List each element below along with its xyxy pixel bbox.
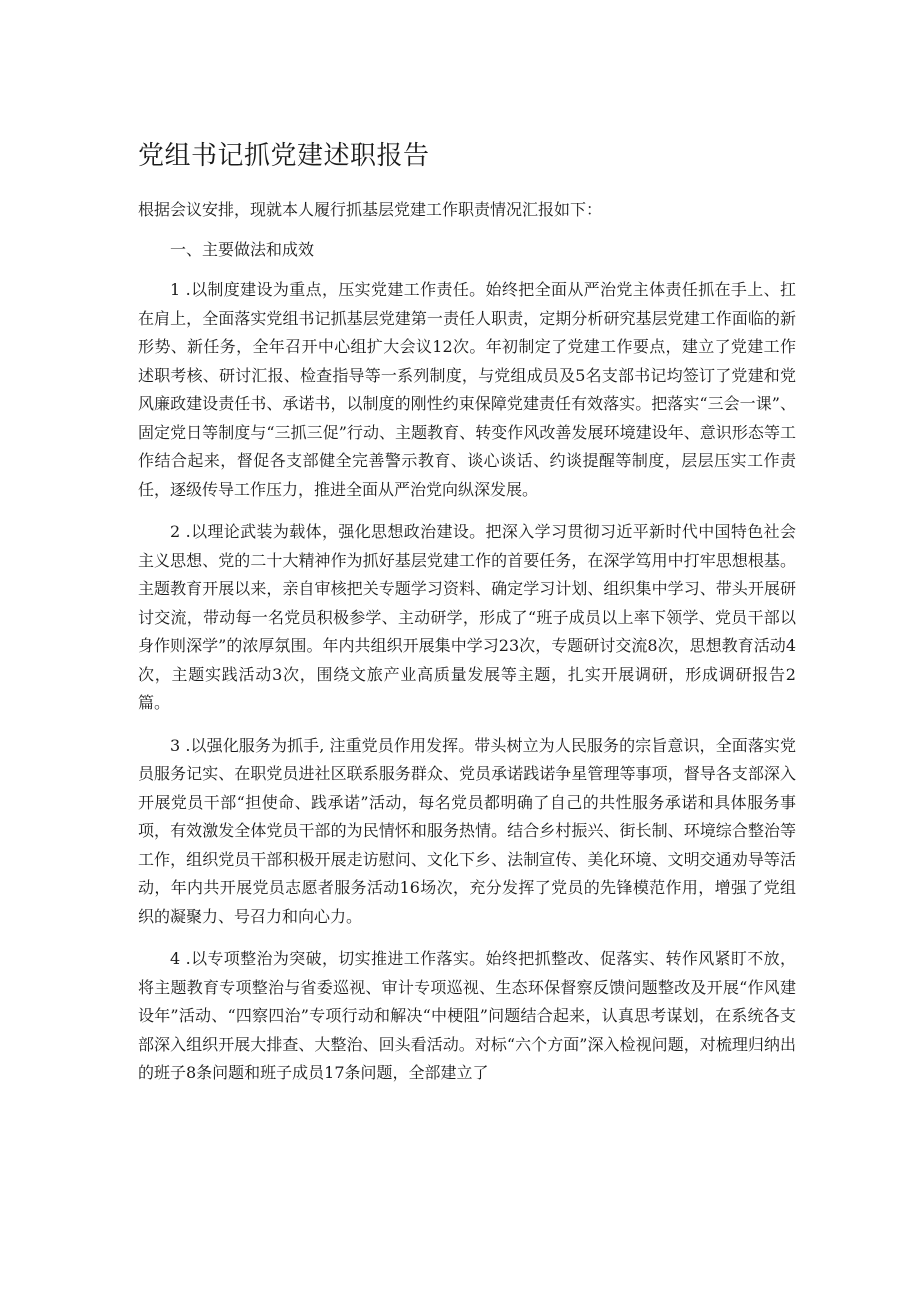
paragraph-3: 3 .以强化服务为抓手, 注重党员作用发挥。带头树立为人民服务的宗旨意识，全面落实党员服务记实、在职党员进社区联系服务群众、党员承诺践诺争星管理等事项，督导各支部深入开展党员干部“担使命、践承诺”活动，每名党员都明确了自己的共性服务承诺和具体服务事项，有效激发全体党员干部的为民情怀和服务热情。结合乡村振兴、街长制、环境综合整治等工作，组织党员干部积极开展走访慰问、文化下乡、法制宣传、美化环境、文明交通劝导等活动，年内共开展党员志愿者服务活动16场次，充分发挥了党员的先锋模范作用，增强了党组织的凝聚力、号召力和向心力。 [138, 735, 796, 926]
document-page [138, 136, 796, 1102]
intro-paragraph: 根据会议安排，现就本人履行抓基层党建工作职责情况汇报如下： [138, 200, 603, 219]
paragraph-4: 4 .以专项整治为突破，切实推进工作落实。始终把抓整改、促落实、转作风紧盯不放，将主题教育专项整治与省委巡视、审计专项巡视、生态环保督察反馈问题整改及开展“作风建设年”活动、“四察四治”专项行动和解决“中梗阻”问题结合起来，认真思考谋划，在系统各支部深入组织开展大排查、大整治、回头看活动。对标“六个方面”深入检视问题，对梳理归纳出的班子8条问题和班子成员17条问题，全部建立了 [138, 949, 796, 1082]
section-heading: 一、主要做法和成效 [170, 240, 315, 259]
paragraph-1: 1 .以制度建设为重点，压实党建工作责任。始终把全面从严治党主体责任抓在手上、扛在肩上，全面落实党组书记抓基层党建第一责任人职责，定期分析研究基层党建工作面临的新形势、新任务，全年召开中心组扩大会议12次。年初制定了党建工作要点，建立了党建工作述职考核、研讨汇报、检查指导等一系列制度，与党组成员及5名支部书记均签订了党建和党风廉政建设责任书、承诺书，以制度的刚性约束保障党建责任有效落实。把落实“三会一课”、固定党日等制度与“三抓三促”行动、主题教育、转变作风改善发展环境建设年、意识形态等工作结合起来，督促各支部健全完善警示教育、谈心谈话、约谈提醒等制度，层层压实工作责任，逐级传导工作压力，推进全面从严治党向纵深发展。 [138, 280, 796, 499]
paragraph-2: 2 .以理论武装为载体，强化思想政治建设。把深入学习贯彻习近平新时代中国特色社会主义思想、党的二十大精神作为抓好基层党建工作的首要任务，在深学笃用中打牢思想根基。主题教育开展以来，亲自审核把关专题学习资料、确定学习计划、组织集中学习、带头开展研讨交流，带动每一名党员积极参学、主动研学，形成了“班子成员以上率下领学、党员干部以身作则深学”的浓厚氛围。年内共组织开展集中学习23次，专题研讨交流8次，思想教育活动4次，主题实践活动3次，围绕文旅产业高质量发展等主题，扎实开展调研，形成调研报告2篇。 [138, 522, 796, 712]
document-title: 党组书记抓党建述职报告 [138, 141, 430, 171]
